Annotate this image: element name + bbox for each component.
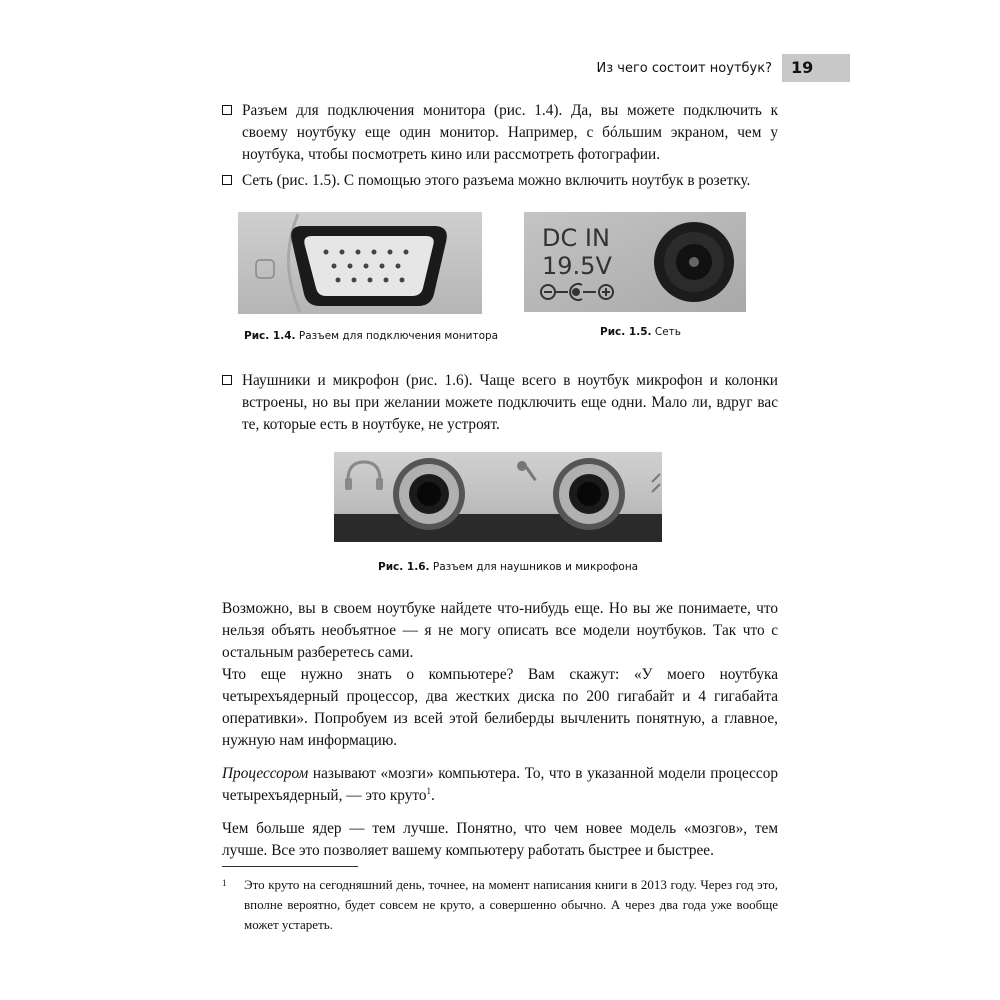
paragraph-1: Возможно, вы в своем ноутбуке найдете что-нибудь еще. Но вы же понимаете, что нельзя объять необъятное — я не могу описать все модели ноутбуков. Так что с остальным разберетесь сами.: [222, 600, 778, 661]
bullet-audio-text: Наушники и микрофон (рис. 1.6). Чаще всего в ноутбук микрофон и колонки встроены, но вы при желании можете подключить еще одни. Мало ли, вдруг вас те, которые есть в ноутбуке, не устроят.: [242, 372, 778, 433]
checkbox-bullet-icon: [222, 105, 232, 115]
footnote-divider: [222, 866, 358, 867]
figure-1-4-caption-text: Разъем для подключения монитора: [298, 330, 499, 342]
footnote: 1 Это круто на сегодняшний день, точнее, на момент написания книги в 2013 году. Через год это, вполне вероятно, будет совсем не круто, а совершенно обычно. А через два года уже вообще может устареть.: [222, 875, 778, 935]
figure-1-4-label: Рис. 1.4.: [244, 330, 296, 342]
paragraph-3-text: называют «мозги» компьютера. То, что в указанной модели процессор четырехъядерный, — это круто: [222, 765, 778, 804]
photo-label-voltage: 19.5V: [542, 252, 612, 280]
page-number: 19: [782, 54, 850, 82]
paragraph-2: Что еще нужно знать о компьютере? Вам скажут: «У моего ноутбука четырехъядерный процессор, два жестких диска по 200 гигабайт и 4 гигабайта оперативки». Попробуем из всей этой белиберды вычленить понятную, а главное, нужную нам информацию.: [222, 666, 778, 749]
checkbox-bullet-icon: [222, 375, 232, 385]
figure-1-5-power-jack-photo: [524, 212, 746, 312]
figure-1-5-caption: [600, 326, 681, 338]
paragraph-3: [222, 763, 778, 807]
paragraph-4: Чем больше ядер — тем лучше. Понятно, что чем новее модель «мозгов», тем лучше. Все это позволяет вашему компьютеру работать быстрее и быстрее.: [222, 820, 778, 859]
figure-1-4-vga-port-photo: [238, 212, 482, 314]
footnote-ref: 1: [426, 785, 432, 796]
footnote-text: Это круто на сегодняшний день, точнее, на момент написания книги в 2013 году. Через год это, вполне вероятно, будет совсем не круто, а совершенно обычно. А через два года уже вообще может устареть.: [244, 877, 778, 932]
figure-1-6-audio-jacks-photo: [334, 452, 662, 542]
figure-1-6-caption-text: Разъем для наушников и микрофона: [432, 561, 639, 573]
term-processor: Процессором: [222, 765, 309, 782]
paragraph-3-end: .: [431, 787, 435, 804]
figure-1-4-caption: [244, 330, 498, 342]
photo-label-dc-in: DC IN: [542, 224, 610, 252]
figure-1-5-label: Рис. 1.5.: [600, 326, 652, 338]
bullet-power: [222, 170, 778, 192]
checkbox-bullet-icon: [222, 175, 232, 185]
figure-1-6-caption: [378, 561, 638, 573]
figure-1-6-label: Рис. 1.6.: [378, 561, 430, 573]
bullet-monitor: [222, 100, 778, 166]
bullet-audio: [222, 370, 778, 436]
bullet-list-audio: [222, 370, 778, 436]
figure-1-5-caption-text: Сеть: [654, 326, 681, 338]
bullet-list-top: [222, 100, 778, 192]
bullet-power-text: Сеть (рис. 1.5). С помощью этого разъема можно включить ноутбук в розетку.: [242, 172, 751, 189]
running-header-title: Из чего состоит ноутбук?: [596, 61, 772, 76]
bullet-monitor-text: Разъем для подключения монитора (рис. 1.4). Да, вы можете подключить к своему ноутбуку еще один монитор. Например, с бóльшим экраном, чем у ноутбука, чтобы посмотреть кино или рассмотреть фотографии.: [242, 102, 778, 163]
